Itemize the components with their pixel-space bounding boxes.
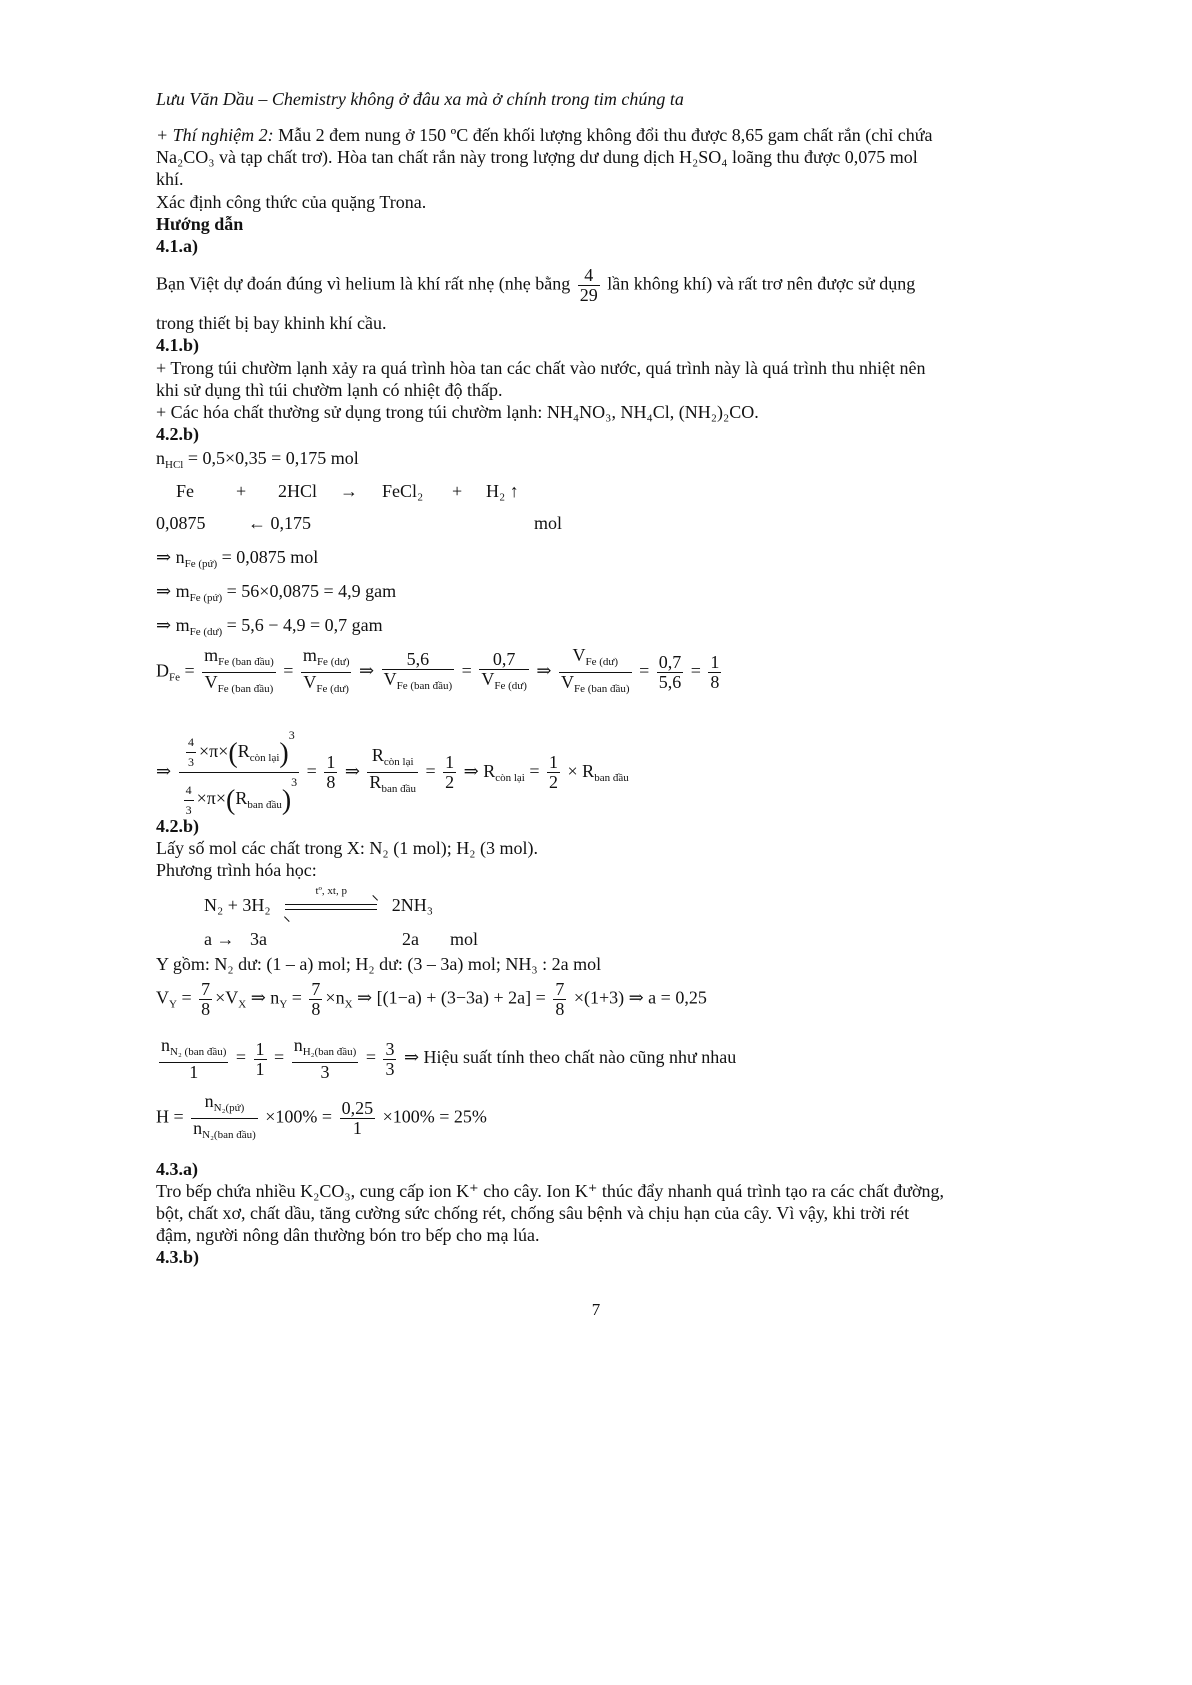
page-number: 7 [591, 1300, 601, 1319]
ammonia-equation: N₂ + 3H₂ tº, xt, p 2NH₃ [204, 894, 433, 918]
exp2-line1: + Thí nghiệm 2: Mẫu 2 đem nung ở 150 ºC đến khối lượng không đổi thu được 8,65 gam chất rắn (chỉ chứa [156, 125, 933, 145]
ratio-equation: $\frac{n_{N_2 (ban đầu)}}{1}$ = $\frac{1}{1}$ = $\frac{n_{H_2(ban đầu)}}{3}$ = $\frac{3}{3}$ ⇒ Hiệu suất tính theo chất nào cũng như nhau [161, 1035, 737, 1082]
guide-heading: Hướng dẫn [156, 214, 244, 234]
m-fe-excess: ⇒ $m_{Fe (dư)} = 5,6 - 4,9 = 0,7$ gam [156, 615, 383, 638]
section-4-1-a-title: 4.1.a) [156, 236, 198, 256]
exp2-line3: khí. [156, 169, 184, 189]
section-4-1-b-l2: khi sử dụng thì túi chườm lạnh có nhiệt độ thấp. [156, 380, 503, 400]
density-equation: $D_{Fe}$ = $\frac{m_{Fe (ban đầu)}}{V_{Fe (ban đầu)}}$ = $\frac{m_{Fe (dư)}}{V_{Fe (dư)}}$ ⇒ $\frac{5,6}{V_{Fe (ban đầu)}}$ = $\frac{0,7}{V_{Fe (dư)}}$ ⇒ $\frac{V_{Fe (dư)}}{V_{Fe (ban đầu)}}$ = $\frac{0,7}{5,6}$ = $\frac{1}{8}$ [156, 645, 720, 695]
n-fe-reacted: ⇒ $n_{Fe (pứ)} = 0,0875$ mol [156, 547, 319, 570]
fe-hcl-mol-row: 0,0875 ← 0,175 mol [156, 513, 563, 533]
m-fe-reacted: ⇒ $m_{Fe (pứ)} = 56\times 0,0875 = 4,9$ gam [156, 581, 397, 604]
section-4-3-a-l1: Tro bếp chứa nhiều K₂CO₃, cung cấp ion K⁺ cho cây. Ion K⁺ thúc đẩy nhanh quá trình tạo ra các chất đường, [156, 1181, 945, 1201]
radius-equation: ⇒ $\frac{4}{3}$ $\times\pi\times(R_{còn lại})^3$ $\frac{4}{3}$ $\times\pi\times(R_{ban đầu})^3$ = $\frac{1}{8}$ ⇒ $\frac{R_{còn lại}}{R_{ban đầu}}$ = $\frac{1}{2}$ ⇒ $R_{còn lại}$ = $\frac{1}{2}$ × $R_{ban đầu}$ [156, 726, 629, 820]
section-4-2-a-title: 4.2.b) [156, 424, 200, 444]
yield-equation: H = $\frac{n_{N_2(pứ)}}{n_{N_2(ban đầu)}}$ ×100% = $\frac{0,25}{1}$ ×100% = 25% [156, 1091, 487, 1141]
page-header: Lưu Văn Dầu – Chemistry không ở đâu xa mà ở chính trong tim chúng ta [156, 89, 684, 109]
fe-hcl-equation: Fe + 2HCl → FeCl₂ + H₂ ↑ [176, 481, 519, 501]
exp2-line2: Na₂CO₃ và tạp chất trơ). Hòa tan chất rắn này trong lượng dư dung dịch H₂SO₄ loãng thu được 0,075 mol [156, 147, 918, 167]
section-4-2-b-l2: Phương trình hóa học: [156, 860, 317, 880]
n-hcl-line: $n_{HCl} = 0,5\times 0,35 = 0,175$ mol [156, 448, 359, 471]
exp2-question: Xác định công thức của quặng Trona. [156, 192, 427, 212]
section-4-3-a-title: 4.3.a) [156, 1159, 198, 1179]
volume-ratio-fraction: $\frac{4}{3}$ $\times\pi\times(R_{còn lại})^3$ $\frac{4}{3}$ $\times\pi\times(R_{ban đầu})^3$ [179, 726, 300, 820]
section-4-1-b-l1: + Trong túi chườm lạnh xảy ra quá trình hòa tan các chất vào nước, quá trình này là quá trình thu nhiệt nên [156, 358, 926, 378]
section-4-3-a-l2: bột, chất xơ, chất dầu, tăng cường sức chống rét, chống sâu bệnh và chịu hạn của cây. Vì vậy, khi trời rét [156, 1203, 910, 1223]
section-4-2-b-title: 4.2.b) [156, 816, 200, 836]
section-4-1-b-l3: + Các hóa chất thường sử dụng trong túi chườm lạnh: NH₄NO₃, NH₄Cl, (NH₂)₂CO. [156, 402, 759, 422]
ammonia-mol-row: a → 3a 2a mol [204, 929, 479, 949]
fraction-4-29: $\frac{4}{29}$ [579, 265, 598, 305]
section-4-1-a-text: Bạn Việt dự đoán đúng vì helium là khí rất nhẹ (nhẹ bằng $\frac{4}{29}$ lần không khí) và rất trơ nên được sử dụng [156, 265, 916, 305]
section-4-1-b-title: 4.1.b) [156, 335, 200, 355]
section-4-2-b-l1: Lấy số mol các chất trong X: N₂ (1 mol); H₂ (3 mol). [156, 838, 538, 858]
section-4-3-a-l3: đậm, người nông dân thường bón tro bếp cho mạ lúa. [156, 1225, 540, 1245]
section-4-1-a-line2: trong thiết bị bay khinh khí cầu. [156, 313, 387, 333]
volume-equation: $V_Y$ = $\frac{7}{8}$ $\times V_X$ ⇒ $n_Y$ = $\frac{7}{8}$ $\times n_X$ ⇒ [(1−a) + (3−3a) + 2a] = $\frac{7}{8}$ ×(1+3) ⇒ a = 0,25 [156, 979, 707, 1019]
equilibrium-arrow-icon: tº, xt, p [285, 896, 377, 918]
section-4-3-b-title: 4.3.b) [156, 1247, 200, 1267]
y-composition: Y gồm: N₂ dư: (1 – a) mol; H₂ dư: (3 – 3a) mol; NH₃ : 2a mol [156, 954, 602, 974]
